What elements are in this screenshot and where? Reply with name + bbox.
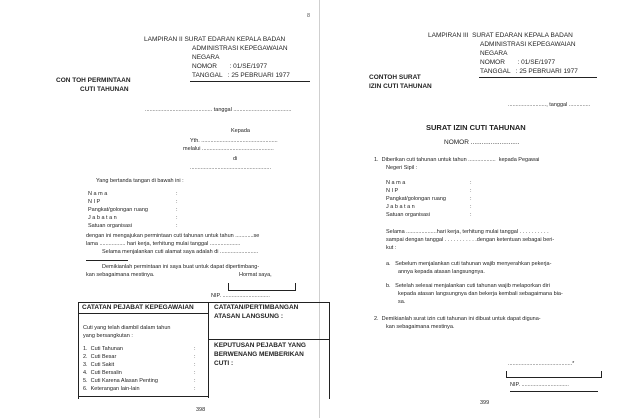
left-box-text-1: Cuti yang telah diambil dalam tahun [83, 325, 171, 331]
right-item-2b: kan sebagaimana mestinya. [386, 324, 455, 330]
left-field-nip: N I P [88, 199, 101, 205]
left-di: di [233, 156, 238, 162]
right-signature-dots: ..........................................* [508, 361, 575, 367]
left-box-right-title-3: KEPUTUSAN PEJABAT YANG [214, 342, 306, 349]
right-selama-2: sampai dengan tanggal . . . . . . . . . . .dengan ketentuan sebagai beri- [386, 237, 555, 243]
right-header-line-5: TANGGAL : 25 PEBRUARI 1977 [480, 68, 578, 75]
right-header-line-2: ADMINISTRASI KEPEGAWAIAN [480, 41, 576, 48]
right-heading: SURAT IZIN CUTI TAHUNAN [426, 123, 526, 132]
left-box-title: CATATAN PEJABAT KEPEGAWAIAN [82, 304, 194, 311]
left-field-pangkat: Pangkat/golongan ruang [88, 207, 148, 213]
left-field-satuan: Satuan organisasi [88, 223, 133, 229]
right-item-1b: Negeri Sipil : [386, 165, 418, 171]
left-date-line: ............................................ tanggal ...................................... [145, 107, 292, 113]
right-field-nama: N a m a [386, 180, 406, 186]
left-title-2: CUTI TAHUNAN [80, 86, 129, 93]
right-title-2: IZIN CUTI TAHUNAN [369, 83, 432, 90]
left-table-title-rule [78, 313, 208, 314]
right-header-underline [479, 77, 597, 78]
right-selama-1: Selama ....................hari kerja, terhitung mulai tanggal . . . . . . . . . . [386, 229, 549, 235]
left-cuti-item-6-underline [78, 396, 208, 397]
right-a-2: annya kepada atasan langsungnya. [398, 269, 485, 275]
left-yth: Yth. .................................................. [190, 138, 278, 144]
left-cuti-item-6: 6. Keterangan lain-lain [83, 386, 140, 392]
left-field-nama: N a m a [88, 191, 108, 197]
right-field-pangkat: Pangkat/golongan ruang [386, 196, 446, 202]
left-para-5: kan sebagaimana mestinya. [86, 272, 155, 278]
right-colon-4: : [470, 204, 472, 210]
left-box-right-title-4: BERWENANG MEMBERIKAN [214, 351, 304, 358]
left-box-text-2: yang bersangkutan : [83, 333, 133, 339]
left-colon-4: : [176, 215, 178, 221]
left-di-line: ..................................................... [190, 165, 271, 171]
left-box-right-title-2: ATASAN LANGSUNG : [214, 313, 284, 320]
left-box-right-title-1: CATATAN/PERTIMBANGAN [214, 304, 299, 311]
right-colon-2: : [470, 188, 472, 194]
left-cuti-item-4: 4. Cuti Bersalin [83, 370, 122, 376]
left-header-line-2: ADMINISTRASI KEPEGAWAIAN [192, 45, 288, 52]
right-header-line-4: NOMOR : 01/SE/1977 [480, 59, 556, 66]
left-cuti-colon-3: : [194, 362, 196, 368]
left-colon-1: : [176, 191, 178, 197]
left-cuti-colon-5: : [194, 378, 196, 384]
right-nip-underline [510, 391, 598, 392]
left-cuti-item-2: 2. Cuti Besar [83, 354, 117, 360]
left-header-underline [190, 81, 310, 82]
left-kepada: Kepada [231, 128, 250, 134]
left-intro: Yang bertanda tangan di bawah ini : [96, 178, 184, 184]
left-signature-box [228, 283, 296, 291]
right-colon-3: : [470, 196, 472, 202]
left-cuti-item-5: 5. Cuti Karena Alasan Penting [83, 378, 158, 384]
left-table-mid-rule [208, 339, 329, 340]
left-title-1: CON TOH PERMINTAAN [56, 77, 131, 84]
top-mark: 8 [307, 13, 311, 19]
left-colon-3: : [176, 207, 178, 213]
right-a-1: a. Sebelum menjalankan cuti tahunan wajib menyerahkan pekerja- [386, 261, 552, 267]
left-cuti-colon-1: : [194, 346, 196, 352]
right-b-2: kepada atasan langsungnya dan bekerja kembali sebagaimana bia- [398, 291, 563, 297]
left-para-1: dengan ini mengajukan permintaan cuti tahunan untuk tahun ............se [86, 233, 260, 239]
left-header-line-5: TANGGAL : 25 PEBRUARI 1977 [192, 72, 290, 79]
left-header-line-1: LAMPIRAN II SURAT EDARAN KEPALA BADAN [144, 36, 286, 43]
right-colon-1: : [470, 180, 472, 186]
left-melalui: melalui ............................................... [183, 146, 274, 152]
right-nomor: NOMOR ........................... [444, 139, 520, 146]
left-header-line-3: NEGARA [192, 54, 220, 61]
right-b-3: sa. [398, 299, 406, 305]
right-item-1a: 1. Diberikan cuti tahunan untuk tahun .................. kepada Pegawai [374, 157, 540, 163]
left-cuti-colon-4: : [194, 370, 196, 376]
right-page-number: 399 [480, 400, 490, 406]
right-selama-3: kut : [386, 245, 397, 251]
left-cuti-colon-2: : [194, 354, 196, 360]
left-para-4: Demikianlah permintaan ini saya buat untuk dapat dipertimbang- [102, 264, 260, 270]
right-header-line-1: LAMPIRAN III SURAT EDARAN KEPALA BADAN [428, 32, 573, 39]
left-table-divider [208, 302, 209, 398]
right-b-1: b. Setelah selesai menjalankan cuti tahunan wajib melaporkan diri [386, 283, 550, 289]
left-hormat: Hormat saya, [239, 272, 272, 278]
left-page-number: 398 [196, 407, 206, 413]
right-field-nip: N I P [386, 188, 399, 194]
left-box-right-title-5: CUTI : [214, 360, 234, 367]
left-colon-5: : [176, 223, 178, 229]
left-nip-signature: NIP. ............................... [211, 293, 270, 299]
left-field-jabatan: J a b a t a n [88, 215, 117, 221]
left-para-separator [86, 260, 128, 261]
right-field-satuan: Satuan organisasi [386, 212, 431, 218]
left-cuti-item-1: 1. Cuti Tahunan [83, 346, 123, 352]
left-para-3: Selama menjalankan cuti alamat saya adalah di ......................... [102, 249, 259, 255]
right-signature-box [506, 371, 602, 378]
left-header-line-4: NOMOR : 01/SE/1977 [192, 63, 268, 70]
right-nip-signature: NIP. ............................... [510, 382, 569, 388]
right-item-2a: 2. Demikianlah surat izin cuti tahunan ini dibuat untuk dapat diguna- [374, 316, 541, 322]
right-field-jabatan: J a b a t a n [386, 204, 415, 210]
left-para-2: lama ................. hari kerja, terhitung mulai tanggal .................... [86, 241, 241, 247]
right-title-1: CONTOH SURAT [369, 74, 421, 81]
left-colon-2: : [176, 199, 178, 205]
left-cuti-item-3: 3. Cuti Sakit [83, 362, 115, 368]
right-date-line: ........................., tanggal .............. [508, 102, 591, 108]
right-header-line-3: NEGARA [480, 50, 508, 57]
left-cuti-colon-6: : [194, 386, 196, 392]
right-colon-5: : [470, 212, 472, 218]
